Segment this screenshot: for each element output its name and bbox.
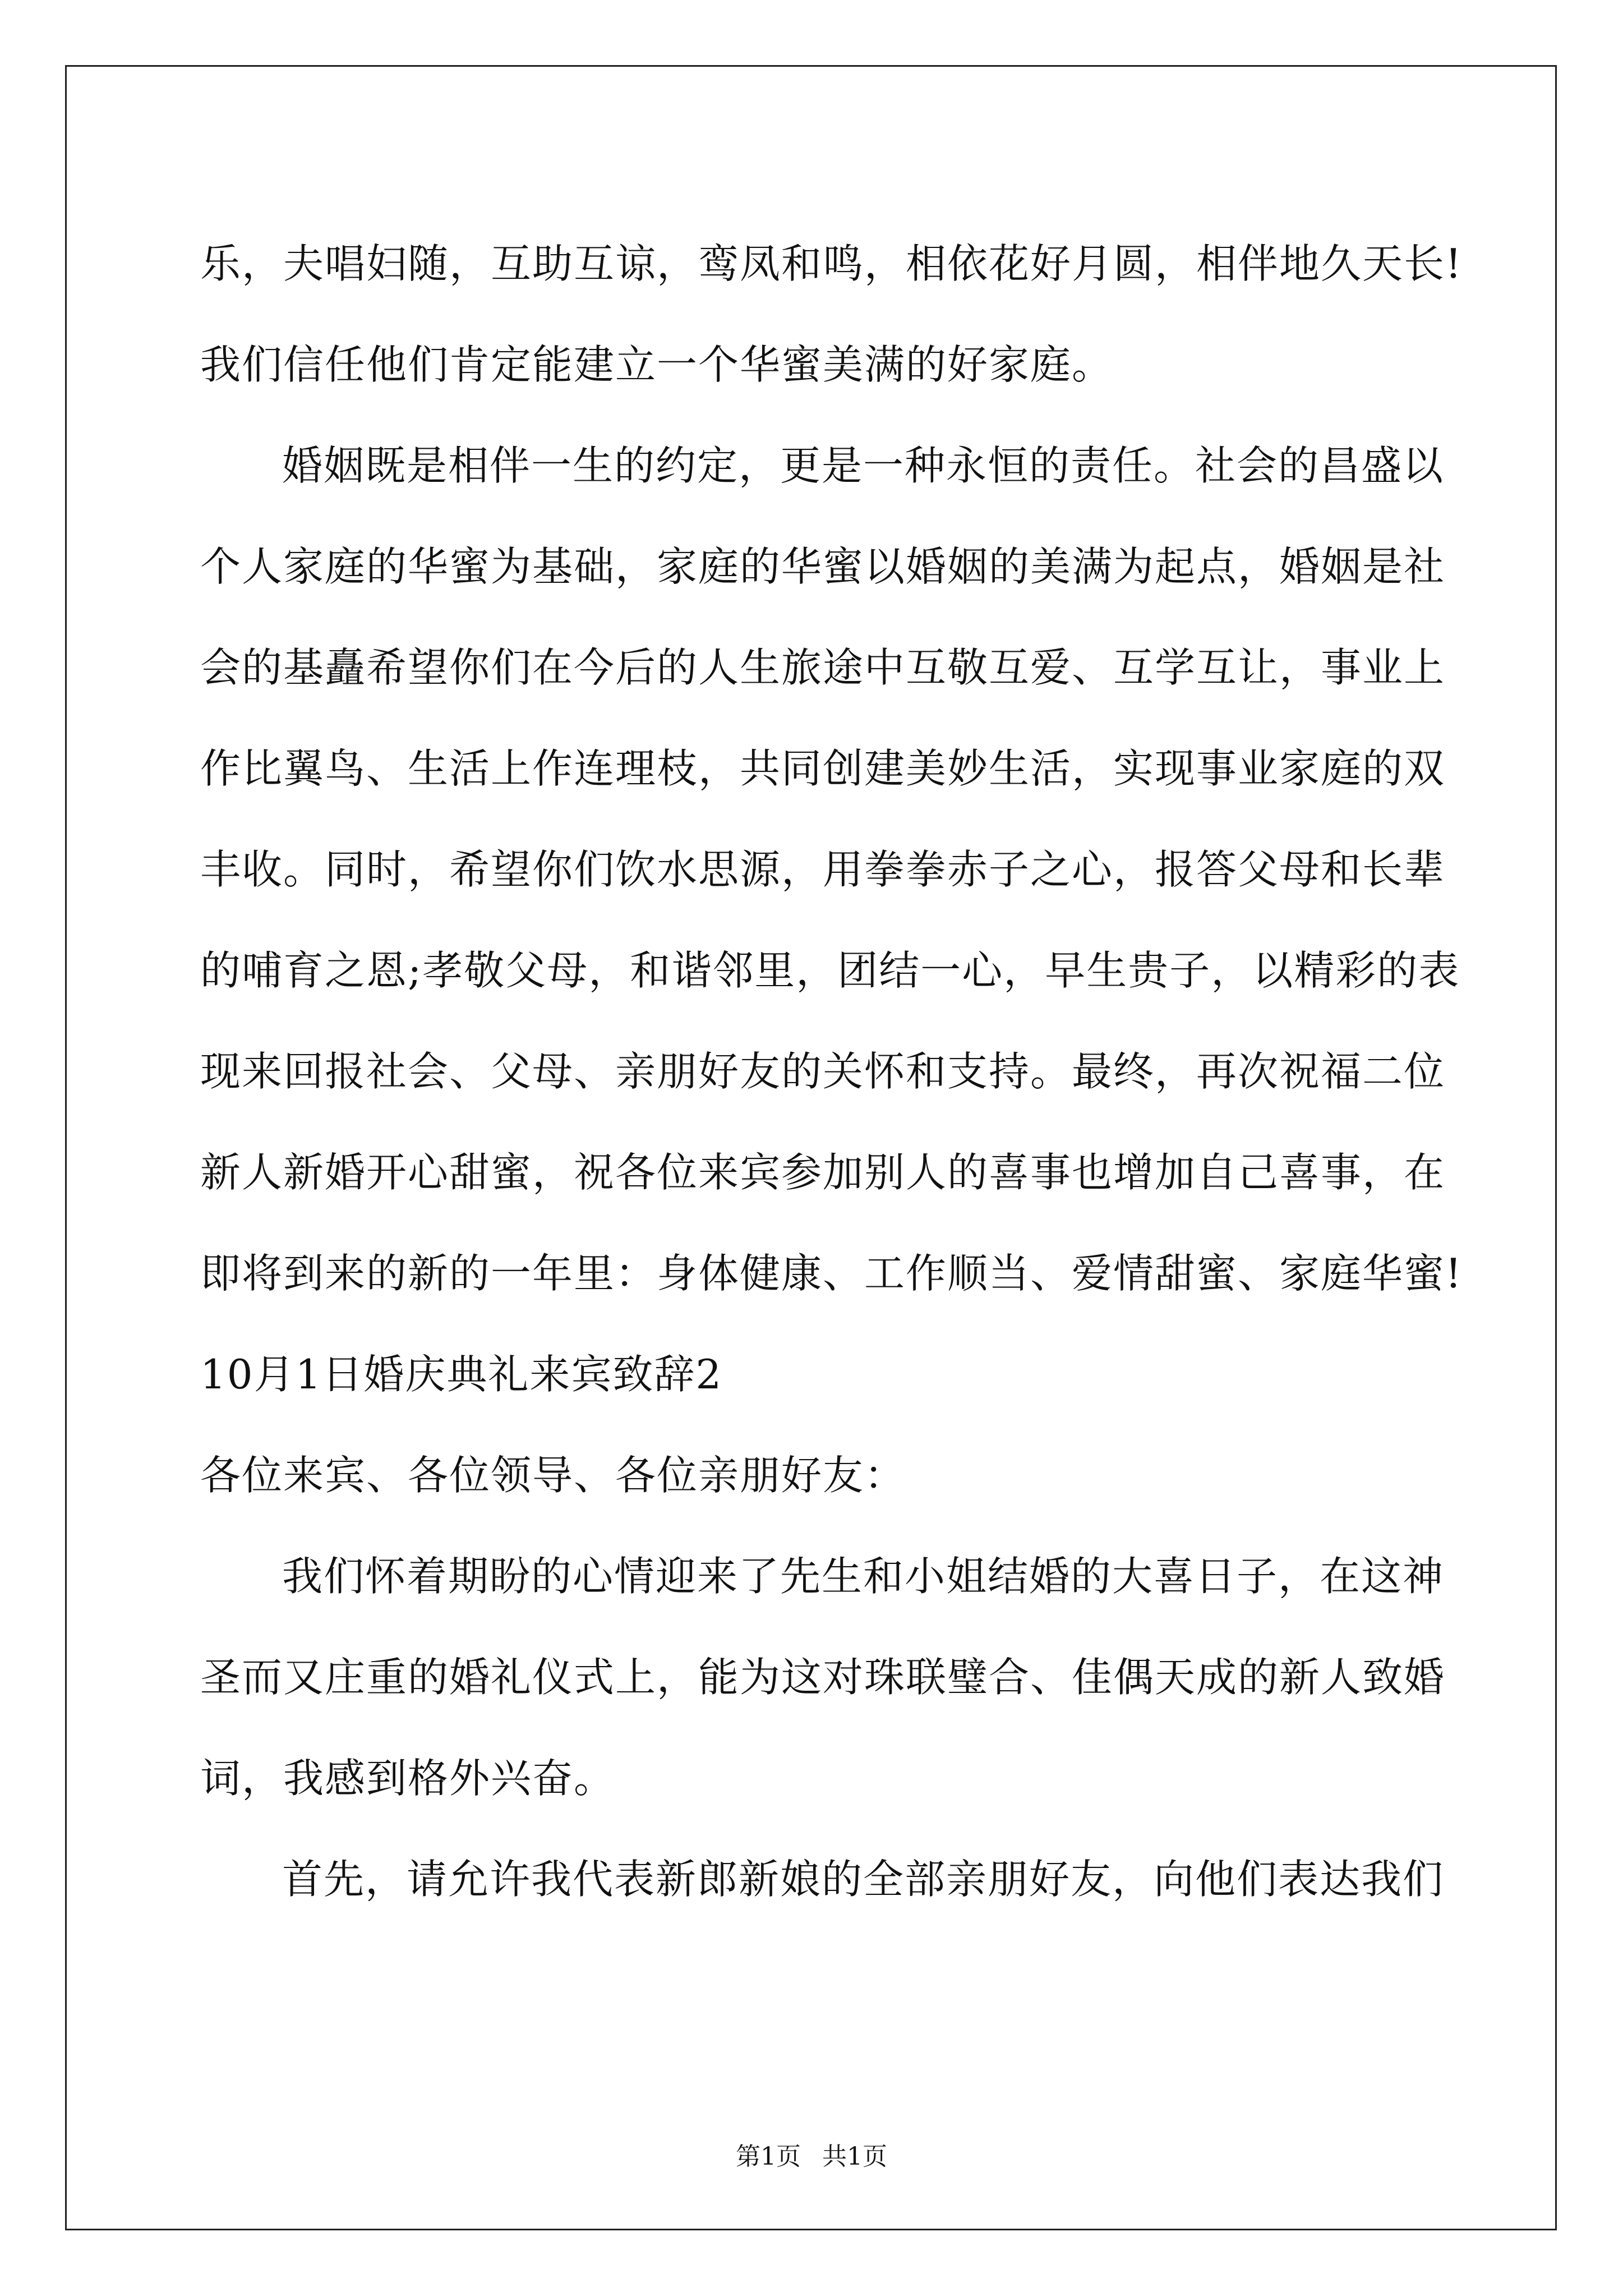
text-line: 新人新婚开心甜蜜，祝各位来宾参加别人的喜事也增加自己喜事，在 xyxy=(200,1149,1446,1196)
text-line: 的哺育之恩;孝敬父母，和谐邻里，团结一心，早生贵子，以精彩的表 xyxy=(200,947,1460,994)
page-number: 第1页 xyxy=(736,2142,801,2171)
paragraph-start: 首先，请允许我代表新郎新娘的全部亲朋好友，向他们表达我们 xyxy=(282,1856,1445,1903)
text-line: 我们信任他们肯定能建立一个华蜜美满的好家庭。 xyxy=(200,341,1114,388)
text-line: 丰收。同时，希望你们饮水思源，用拳拳赤子之心，报答父母和长辈 xyxy=(200,846,1446,893)
paragraph-start: 婚姻既是相伴一生的约定，更是一种永恒的责任。社会的昌盛以 xyxy=(282,442,1445,489)
salutation: 各位来宾、各位领导、各位亲朋好友： xyxy=(200,1452,906,1499)
text-line: 会的基矗希望你们在今后的人生旅途中互敬互爱、互学互让，事业上 xyxy=(200,644,1446,691)
text-line: 乐，夫唱妇随，互助互谅，鸾凤和鸣，相依花好月圆，相伴地久天长! xyxy=(200,240,1463,287)
page-footer xyxy=(0,2140,1623,2174)
section-heading: 10月1日婚庆典礼来宾致辞2 xyxy=(200,1351,723,1398)
document-body xyxy=(200,213,1463,1930)
paragraph-start: 我们怀着期盼的心情迎来了先生和小姐结婚的大喜日子，在这神 xyxy=(282,1553,1445,1600)
text-line: 个人家庭的华蜜为基础，家庭的华蜜以婚姻的美满为起点，婚姻是社 xyxy=(200,543,1446,590)
text-line: 词，我感到格外兴奋。 xyxy=(200,1755,616,1802)
page-total: 共1页 xyxy=(822,2142,887,2171)
text-line: 即将到来的新的一年里：身体健康、工作顺当、爱情甜蜜、家庭华蜜! xyxy=(200,1250,1463,1297)
text-line: 现来回报社会、父母、亲朋好友的关怀和支持。最终，再次祝福二位 xyxy=(200,1048,1446,1095)
text-line: 圣而又庄重的婚礼仪式上，能为这对珠联璧合、佳偶天成的新人致婚 xyxy=(200,1654,1446,1701)
text-line: 作比翼鸟、生活上作连理枝，共同创建美妙生活，实现事业家庭的双 xyxy=(200,745,1446,792)
